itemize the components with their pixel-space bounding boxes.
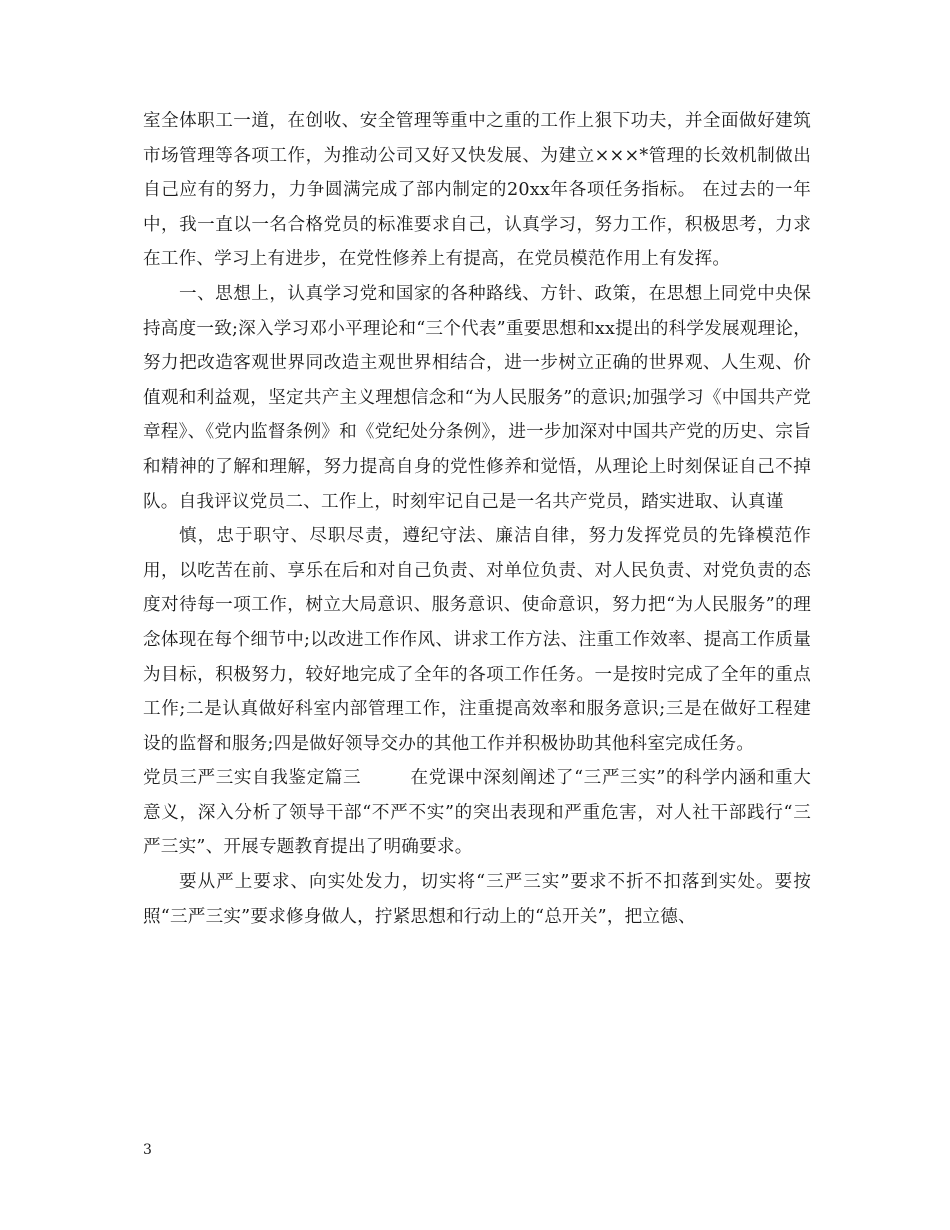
paragraph-2: 一、思想上，认真学习党和国家的各种路线、方针、政策，在思想上同党中央保持高度一致;深入学习邓小平理论和“三个代表”重要思想和xx提出的科学发展观理论，努力把改造客观世界同改造主观世界相结合，进一步树立正确的世界观、人生观、价值观和利益观，坚定共产主义理想信念和“为人民服务”的意识;加强学习《中国共产党章程》、《党内监督条例》和《党纪处分条例》，进一步加深对中国共产党的历史、宗旨和精神的了解和理解，努力提高自身的党性修养和觉悟，从理论上时刻保证自己不掉队。自我评议党员二、工作上，时刻牢记自己是一名共产党员，踏实进取、认真谨 bbox=[143, 283, 811, 512]
paragraph-3: 慎，忠于职守、尽职尽责，遵纪守法、廉洁自律，努力发挥党员的先锋模范作用，以吃苦在前、享乐在后和对自己负责、对单位负责、对人民负责、对党负责的态度对待每一项工作，树立大局意识、服务意识、使命意识，努力把“为人民服务”的理念体现在每个细节中;以改进工作作风、讲求工作方法、注重工作效率、提高工作质量为目标，积极努力，较好地完成了全年的各项工作任务。一是按时完成了全年的重点工作;二是认真做好科室内部管理工作，注重提高效率和服务意识;三是在做好工程建设的监督和服务;四是做好领导交办的其他工作并积极协助其他科室完成任务。 bbox=[143, 526, 811, 754]
page-number: 3 bbox=[143, 1142, 152, 1158]
paragraph-5: 要从严上要求、向实处发力，切实将“三严三实”要求不折不扣落到实处。要按照“三严三实”要求修身做人，拧紧思想和行动上的“总开关”，把立德、 bbox=[143, 872, 811, 927]
paragraph-4: 党员三严三实自我鉴定篇三 在党课中深刻阐述了“三严三实”的科学内涵和重大意义，深入分析了领导干部“不严不实”的突出表现和严重危害，对人社干部践行“三严三实”、开展专题教育提出了明确要求。 bbox=[143, 768, 811, 858]
body-text bbox=[143, 104, 811, 934]
paragraph-1: 室全体职工一道，在创收、安全管理等重中之重的工作上狠下功夫，并全面做好建筑市场管理等各项工作，为推动公司又好又快发展、为建立×××*管理的长效机制做出自己应有的努力，力争圆满完成了部内制定的20xx年各项任务指标。 在过去的一年中，我一直以一名合格党员的标准要求自己，认真学习，努力工作，积极思考，力求在工作、学习上有进步，在党性修养上有提高，在党员模范作用上有发挥。 bbox=[143, 111, 811, 270]
